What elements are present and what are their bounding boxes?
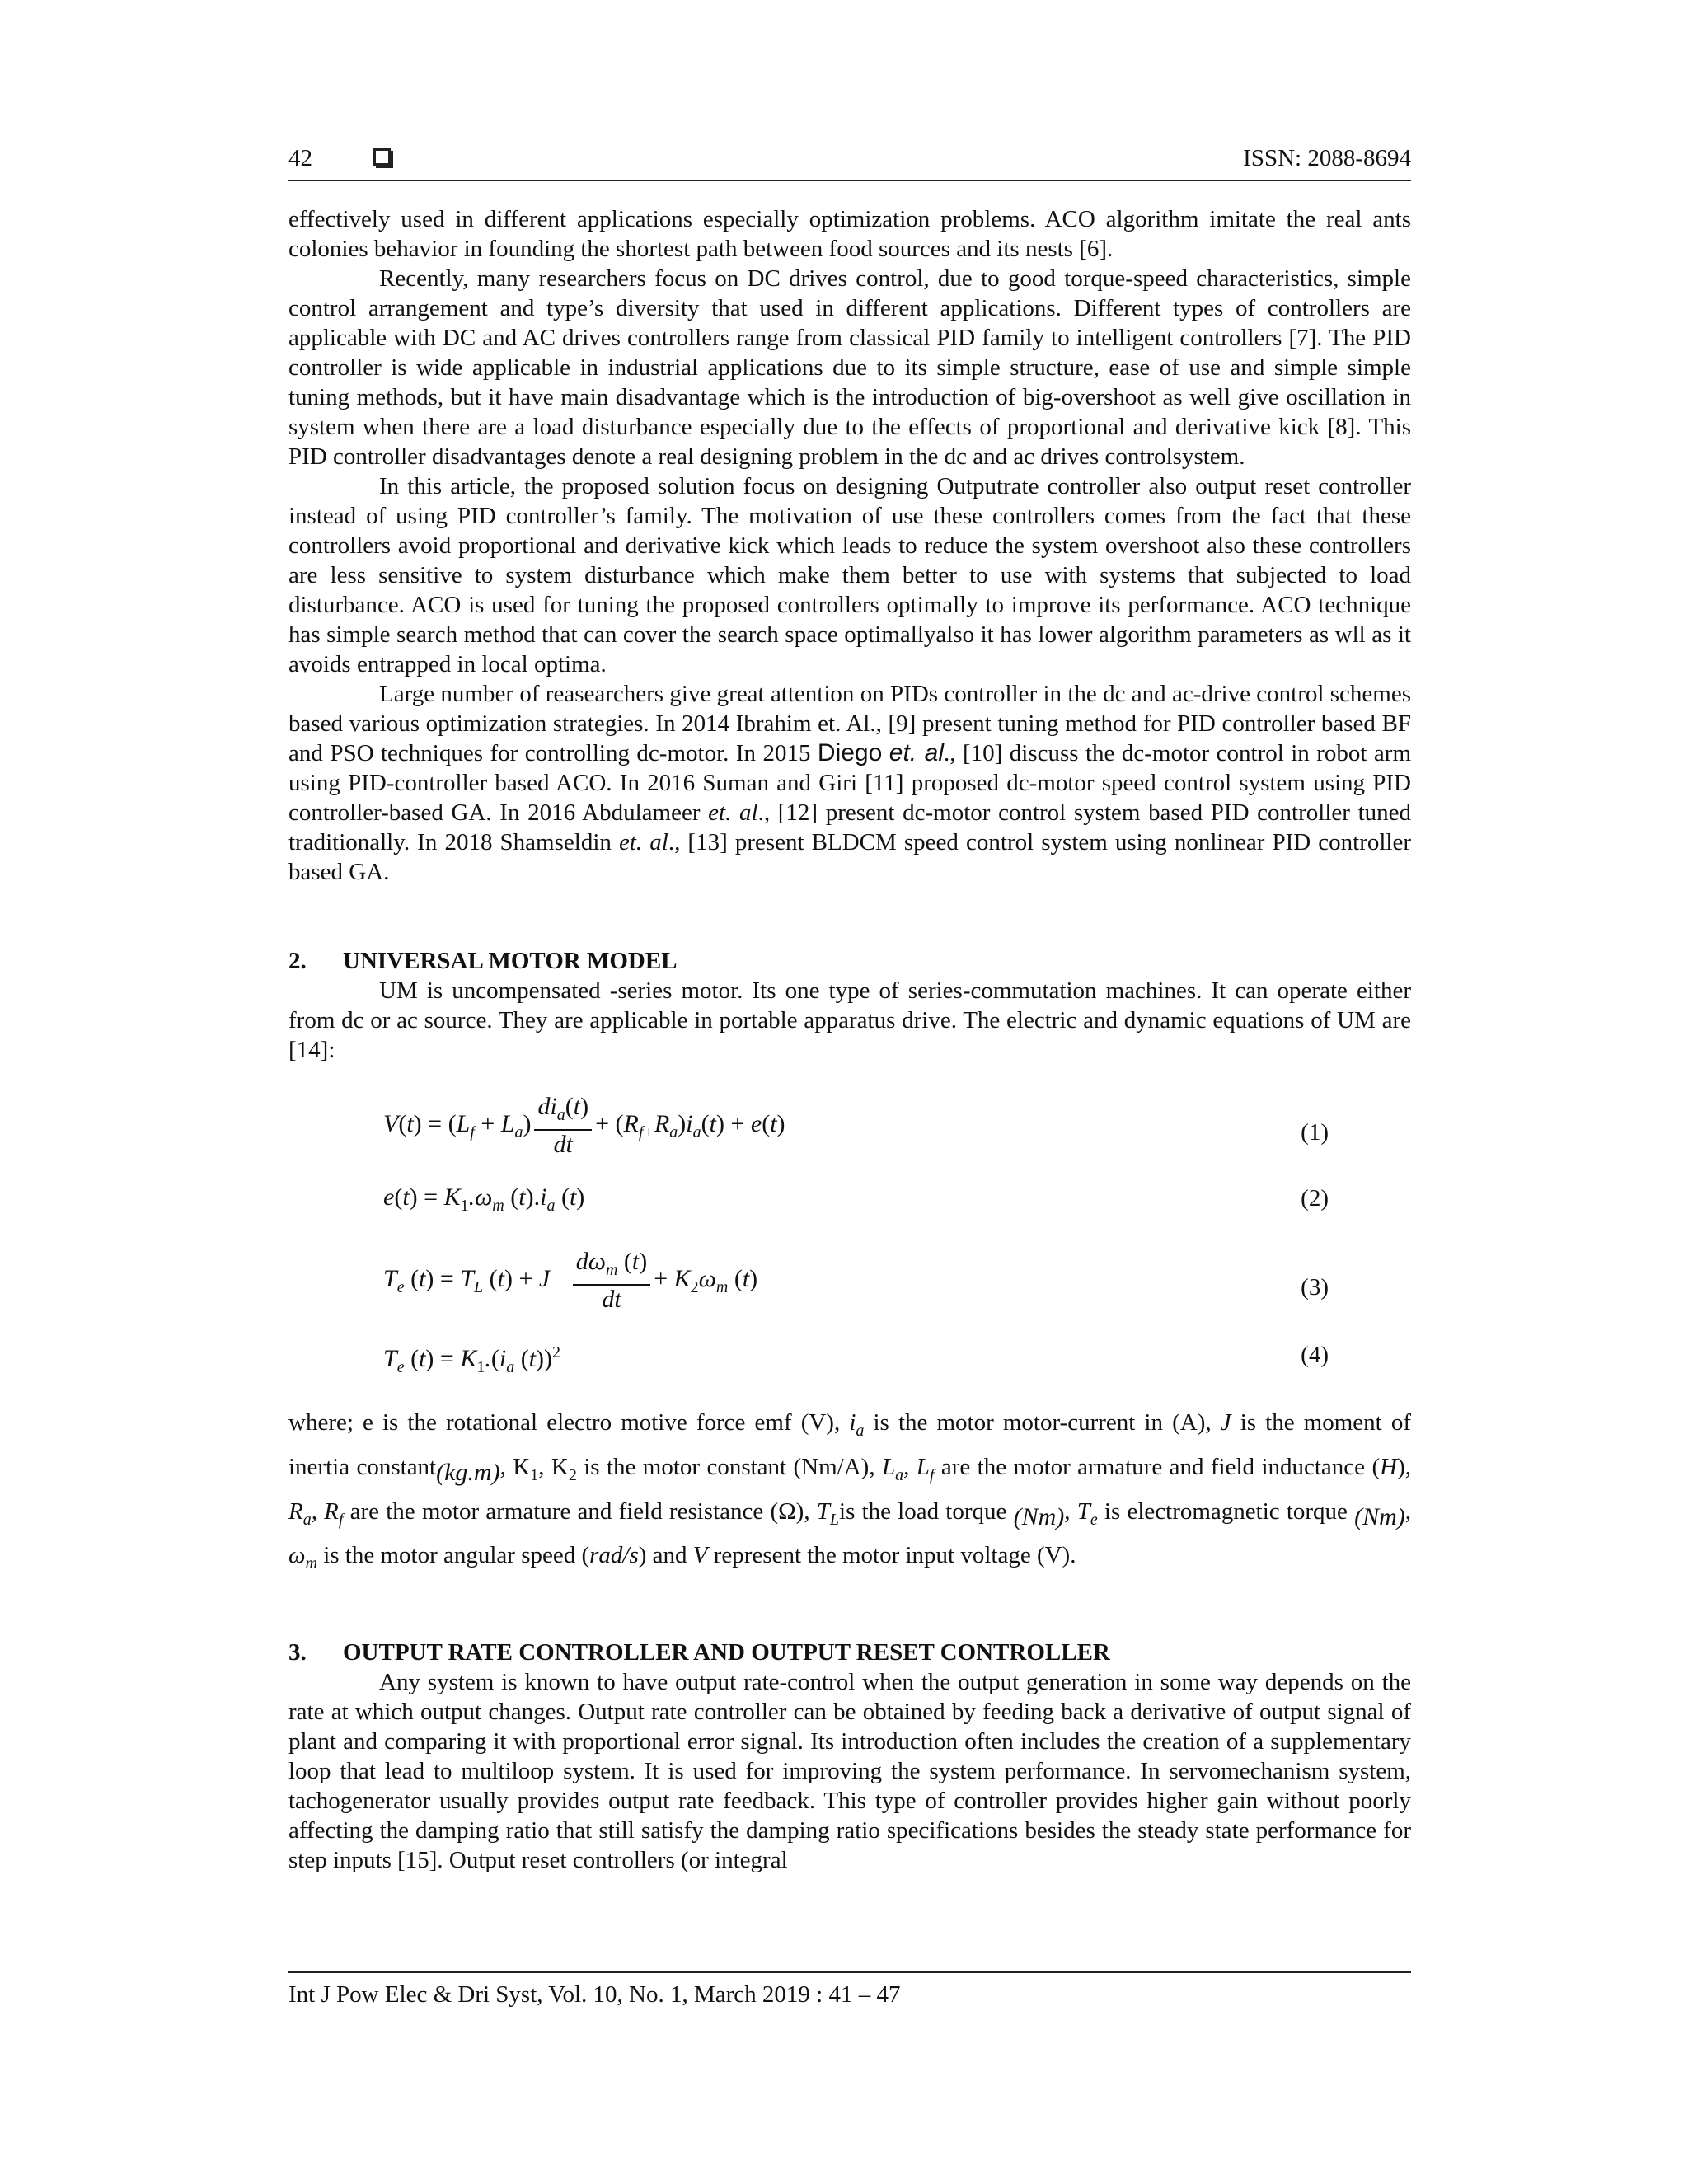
paragraph: UM is uncompensated -series motor. Its one type of series-commutation machines. It can operate either from dc or ac source. They are applicable in portable apparatus drive. The electric and dynamic equations of UM are [14]: <box>288 977 1411 1063</box>
paragraph: Any system is known to have output rate-control when the output generation in some way depends on the rate at which output changes. Output rate controller can be obtained by feeding back a derivative of output signal of plant and comparing it with proportional error signal. Its introduction often includes the creation of a supplementary loop that lead to multiloop system. It is used for improving the system performance. In servomechanism system, tachogenerator usually provides output rate feedback. This type of controller provides higher gain without poorly affecting the damping ratio that still satisfy the damping ratio specifications besides the steady state performance for step inputs [15]. Output reset controllers (or integral <box>288 1669 1411 1874</box>
paragraph: In this article, the proposed solution focus on designing Outputrate controller also output reset controller instead of using PID controller’s family. The motivation of use these controllers comes from the fact that these controllers avoid proportional and derivative kick which leads to reduce the system overshoot also these controllers are less sensitive to system disturbance which make them better to use with systems that subjected to load disturbance. ACO is used for tuning the proposed controllers optimally to improve its performance. ACO technique has simple search method that can cover the search space optimallyalso it has lower algorithm parameters as wll as it avoids entrapped in local optima. <box>288 473 1411 677</box>
equation-number: (2) <box>1301 1185 1329 1212</box>
equation-4: $T_e$ $(t) = K_1.(i_a$ (t))$^2$ (4) <box>383 1342 1329 1376</box>
author-diego: Diego <box>817 739 883 766</box>
section-heading-3: 3. OUTPUT RATE CONTROLLER AND OUTPUT RESET CONTROLLER <box>288 1639 1110 1666</box>
section-heading-2: 2. UNIVERSAL MOTOR MODEL <box>288 948 678 974</box>
article-body <box>288 204 1411 1875</box>
page-footer <box>288 1971 1411 2008</box>
journal-issn: ISSN: 2088-8694 <box>1243 145 1411 171</box>
page-number: 42 <box>288 145 312 171</box>
paragraph-where: where; e is the rotational electro motive force emf (V), $i_a$ is the motor motor-current in (A), J is the moment of inertia constant$_{(kg.m)}$, $K_1$, $K_2$ is the motor constant (Nm/A), $L_a$, $L_f$ are the motor armature and field inductance (H), $R_a$, $R_f$ are the motor armature and field resistance (Ω), $T_Lis$ the load torque $_{(Nm)}$, $T_e$ is electromagnetic torque $_{(Nm)}$, $\omega_m$ is the motor angular speed (rad/s) and V represent the motor input voltage (V). <box>288 1409 1412 1573</box>
et-al: et. al <box>889 739 945 766</box>
equation-2: $e(t) = K_1.\omega_m$ $(t).i_a$ (t) (2) <box>383 1183 1329 1215</box>
page-header <box>288 142 1411 181</box>
equation-number: (3) <box>1301 1274 1329 1301</box>
square-bullet-icon <box>373 148 391 166</box>
paragraph: effectively used in different applications especially optimization problems. ACO algorithm imitate the real ants colonies behavior in founding the shortest path between food sources and its nests [6]. <box>288 206 1411 262</box>
equation-number: (4) <box>1301 1342 1329 1368</box>
equation-3: $T_e$ $(t) = T_L$ (t) + J $\frac{d\omega_m (t)}{dt}$ + $K_2\omega_m$ (t) (3) <box>383 1248 1329 1313</box>
journal-citation: Int J Pow Elec & Dri Syst, Vol. 10, No. 1, March 2019 : 41 – 47 <box>288 1981 901 2008</box>
equation-1: $V(t) = (L_f + L_a)$ $\frac{di_a(t)}{dt}$ + $(R_{f+}R_a)i_a(t) + e(t)$ (1) <box>383 1093 1329 1158</box>
paragraph: Recently, many researchers focus on DC drives control, due to good torque-speed characteristics, simple control arrangement and type’s diversity that used in different applications. Different types of controllers are applicable with DC and AC drives controllers range from classical PID family to intelligent controllers [7]. The PID controller is wide applicable in industrial applications due to its simple structure, ease of use and simple simple tuning methods, but it have main disadvantage which is the introduction of big-overshoot as well give oscillation in system when there are a load disturbance especially due to the effects of proportional and derivative kick [8]. This PID controller disadvantages denote a real designing problem in the dc and ac drives controlsystem. <box>288 265 1411 470</box>
paragraph-literature-review: Large number of reasearchers give great attention on PIDs controller in the dc and ac-drive control schemes based various optimization strategies. In 2014 Ibrahim et. Al., [9] present tuning method for PID controller based BF and PSO techniques for controlling dc-motor. In 2015 Diego et. al., [10] discuss the dc-motor control in robot arm using PID-controller based ACO. In 2016 Suman and Giri [11] proposed dc-motor speed control system using PID controller-based GA. In 2016 Abdulameer et. al., [12] present dc-motor control system based PID controller tuned traditionally. In 2018 Shamseldin et. al., [13] present BLDCM speed control system using nonlinear PID controller based GA. <box>288 681 1412 885</box>
equation-number: (1) <box>1301 1119 1329 1146</box>
